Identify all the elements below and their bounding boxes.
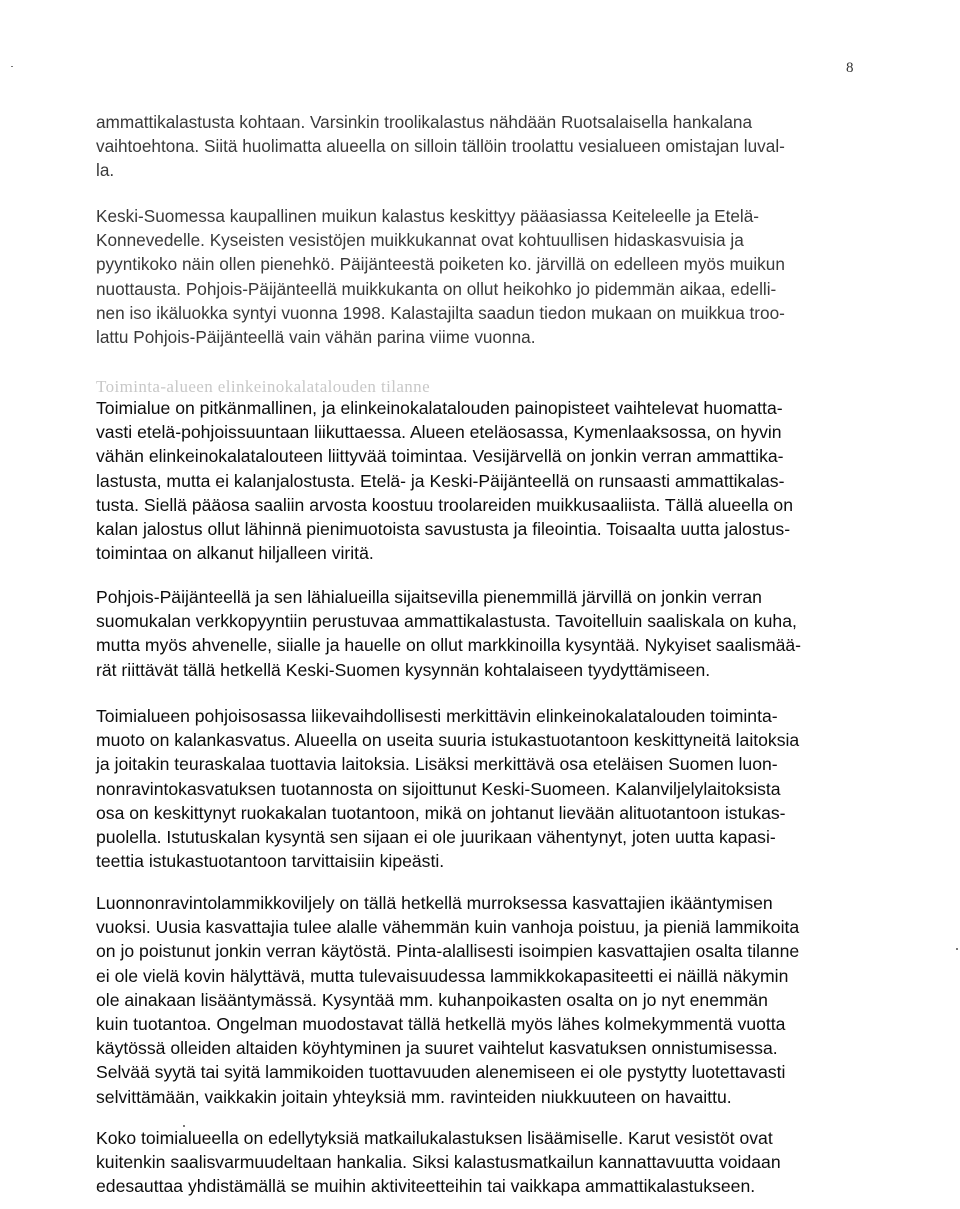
text-line: selvittämään, vaikkakin joitain yhteyksiä mm. ravinteiden niukkuuteen on havaittu. xyxy=(96,1086,732,1107)
text-line: ja joitakin teuraskalaa tuottavia laitoksia. Lisäksi merkittävä osa eteläisen Suomen luon- xyxy=(96,754,778,775)
scan-speck xyxy=(956,948,958,950)
text-line: osa on keskittynyt ruokakalan tuotantoon, mikä on johtanut lievään alituotantoon istukas- xyxy=(96,802,786,823)
text-line: Koko toimialueella on edellytyksiä matkailukalastuksen lisäämiselle. Karut vesistöt ovat xyxy=(96,1128,773,1148)
scan-speck xyxy=(183,1125,185,1127)
text-line: kuin tuotantoa. Ongelman muodostavat tällä hetkellä myös lähes kolmekymmentä vuotta xyxy=(96,1014,786,1035)
text-line: käytössä olleiden altaiden köyhtyminen ja suuret vaihtelut kasvatuksen onnistumisessa. xyxy=(96,1038,778,1059)
text-line: Keski-Suomessa kaupallinen muikun kalastus keskittyy pääasiassa Keiteleelle ja Etelä- xyxy=(96,206,760,226)
text-line: ammattikalastusta kohtaan. Varsinkin troolikalastus nähdään Ruotsalaisella hankalana xyxy=(96,112,753,132)
text-line: kalan jalostus ollut lähinnä pienimuotoista savustusta ja fileointia. Toisaalta uutta jalostus- xyxy=(96,519,791,540)
text-line: Toimialueen pohjoisosassa liikevaihdollisesti merkittävin elinkeinokalatalouden toiminta- xyxy=(96,706,778,726)
text-line: kuitenkin saalisvarmuudeltaan hankalia. Siksi kalastusmatkailun kannattavuutta voidaan xyxy=(96,1152,781,1173)
text-line: lattu Pohjois-Päijänteellä vain vähän parina viime vuonna. xyxy=(96,327,536,348)
text-line: nen iso ikäluokka syntyi vuonna 1998. Kalastajilta saadun tiedon mukaan on muikkua troo- xyxy=(96,302,785,323)
section-paragraph-5 xyxy=(96,1126,781,1199)
text-line: la. xyxy=(96,160,115,181)
text-line: Luonnonravintolammikkoviljely on tällä hetkellä murroksessa kasvattajien ikääntymisen xyxy=(96,893,773,913)
text-line: Konnevedelle. Kyseisten vesistöjen muikkukannat ovat kohtuullisen hidaskasvuisia ja xyxy=(96,230,744,251)
text-line: puolella. Istutuskalan kysyntä sen sijaan ei ole juurikaan vähentynyt, joten uutta kapasi- xyxy=(96,827,776,848)
text-line: ole ainakaan lisääntymässä. Kysyntää mm. kuhanpoikasten osalta on jo nyt enemmän xyxy=(96,989,768,1010)
text-line: nuottausta. Pohjois-Päijänteellä muikkukanta on ollut heikohko jo pidemmän aikaa, edelli- xyxy=(96,278,777,299)
text-line: nonravintokasvatuksen tuotannosta on sijoittunut Keski-Suomeen. Kalanviljelylaitoksista xyxy=(96,778,781,799)
text-line: teettia istukastuotantoon tarvittaisiin kipeästi. xyxy=(96,851,445,872)
text-line: toimintaa on alkanut hiljalleen viritä. xyxy=(96,543,374,564)
text-line: tusta. Siellä pääosa saaliin arvosta koostuu troolareiden muikkusaaliista. Tällä alueella on xyxy=(96,494,793,515)
text-line: on jo poistunut jonkin verran käytöstä. Pinta-alallisesti isoimpien kasvattajien osalta tilanne xyxy=(96,941,800,962)
text-line: muoto on kalankasvatus. Alueella on useita suuria istukastuotantoon keskittyneitä laitoksia xyxy=(96,730,800,751)
text-line: pyyntikoko näin ollen pienehkö. Päijänteestä poiketen ko. järvillä on edelleen myös muikun xyxy=(96,254,785,275)
section-paragraph-2 xyxy=(96,585,801,682)
text-line: edesauttaa yhdistämällä se muihin aktiviteetteihin tai vaikkapa ammattikalastukseen. xyxy=(96,1176,756,1197)
text-line: vähän elinkeinokalatalouteen liittyvää toimintaa. Vesijärvellä on jonkin verran ammattika- xyxy=(96,446,784,467)
section-paragraph-1 xyxy=(96,396,793,565)
text-line: lastusta, mutta ei kalanjalostusta. Etelä- ja Keski-Päijänteellä on runsaasti ammattikalas- xyxy=(96,470,785,491)
scan-speck xyxy=(11,66,13,67)
text-line: Toimialue on pitkänmallinen, ja elinkeinokalatalouden painopisteet vaihtelevat huomatta- xyxy=(96,398,783,418)
intro-paragraph-1 xyxy=(96,110,785,183)
text-line: Pohjois-Päijänteellä ja sen lähialueilla sijaitsevilla pienemmillä järvillä on jonkin verran xyxy=(96,587,762,607)
text-line: ei ole vielä kovin hälyttävä, mutta tulevaisuudessa lammikkokapasiteetti ei näillä näkymin xyxy=(96,965,789,986)
section-heading: Toiminta-alueen elinkeinokalatalouden tilanne xyxy=(96,377,431,396)
text-line: rät riittävät tällä hetkellä Keski-Suomen kysynnän kohtalaiseen tyydyttämiseen. xyxy=(96,659,711,680)
intro-paragraph-2 xyxy=(96,204,785,349)
text-line: vasti etelä-pohjoissuuntaan liikuttaessa. Alueen eteläosassa, Kymenlaaksossa, on hyvin xyxy=(96,422,782,443)
section-paragraph-3 xyxy=(96,704,799,873)
text-line: mutta myös ahvenelle, siialle ja hauelle on ollut markkinoilla kysyntää. Nykyiset saalismää- xyxy=(96,635,802,656)
page-number: 8 xyxy=(846,60,854,76)
text-line: vuoksi. Uusia kasvattajia tulee alalle vähemmän kuin vanhoja poistuu, ja pieniä lammikoita xyxy=(96,917,800,938)
text-line: Selvää syytä tai syitä lammikoiden tuottavuuden alenemiseen ei ole pystytty luotettavasti xyxy=(96,1062,786,1083)
text-line: vaihtoehtona. Siitä huolimatta alueella on silloin tällöin troolattu vesialueen omistajan luval- xyxy=(96,136,785,157)
text-line: suomukalan verkkopyyntiin perustuvaa ammattikalastusta. Tavoitelluin saaliskala on kuha, xyxy=(96,611,797,632)
section-paragraph-4 xyxy=(96,891,799,1109)
